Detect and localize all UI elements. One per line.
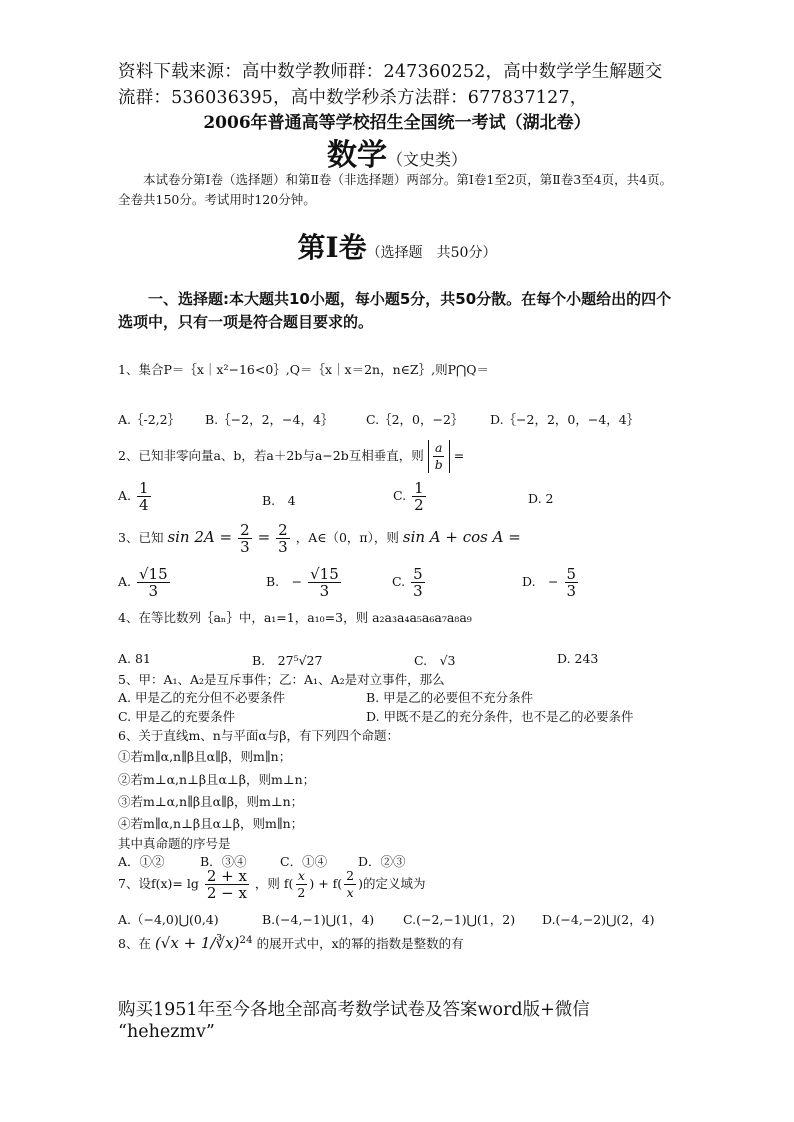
- q3-opt-b-den: 3: [319, 582, 330, 600]
- q2-option-a: [118, 480, 153, 513]
- subject-main: 数学: [326, 138, 387, 173]
- q7-stem-mid: ，则 f(: [254, 876, 294, 891]
- q7-option-c: C.(−2,−1)⋃(1，2): [403, 912, 516, 927]
- q2-opt-c-num: 1: [414, 479, 424, 497]
- question-4-stem: 4、在等比数列｛aₙ｝中，a₁=1，a₁₀=3，则 a₂a₃a₄a₅a₆a₇a₈a₉: [118, 610, 472, 625]
- q3-stem-expr: sin 2A =: [167, 528, 233, 546]
- q6-ask: 其中真命题的序号是: [118, 836, 231, 851]
- footer-line-2: “hehezmv”: [118, 1022, 215, 1042]
- q6-option-a: A．①②: [118, 854, 165, 869]
- q6-proposition-4: ④若m∥α,n⊥β且α⊥β，则m∥n；: [118, 816, 304, 831]
- q7-b-num: 2: [346, 868, 355, 883]
- q7-a-den: 2: [297, 885, 306, 900]
- q3-option-d: [522, 566, 580, 599]
- q6-option-c: C．①④: [280, 854, 328, 869]
- question-6-stem: 6、关于直线m、n与平面α与β，有下列四个命题：: [118, 728, 400, 743]
- part-sub: （选择题 共50分）: [366, 245, 497, 261]
- part-heading: [0, 226, 794, 266]
- q3-f1-den: 3: [240, 538, 250, 556]
- q1-option-b: B.｛−2，2，−4，4｝: [205, 412, 334, 427]
- question-2-stem: [118, 440, 464, 473]
- q3-opt-c-label: C.: [392, 574, 406, 589]
- q3-stem-post: sin A + cos A =: [402, 528, 521, 546]
- q7-option-b: B.(−4,−1)⋃(1，4): [262, 912, 375, 927]
- q2-opt-a-num: 1: [139, 479, 149, 497]
- q3-option-b: [266, 566, 343, 599]
- q6-option-d: D．②③: [358, 854, 406, 869]
- subject-title: [0, 130, 794, 174]
- q5-option-c: C. 甲是乙的充要条件: [118, 709, 236, 724]
- q3-opt-c-num: 5: [413, 565, 423, 583]
- q3-opt-a-num: √15: [139, 565, 168, 583]
- q7-option-d: D.(−4,−2)⋃(2，4): [542, 912, 655, 927]
- q7-f-num: 2 + x: [206, 867, 247, 885]
- q7-plus: ) + f(: [309, 876, 343, 891]
- q5-option-d: D. 甲既不是乙的充分条件，也不是乙的必要条件: [366, 709, 634, 724]
- q4-option-b: B. 27⁵√27: [252, 653, 323, 668]
- q2-norm-fraction: [428, 440, 450, 473]
- q2-eq: =: [453, 448, 465, 463]
- q4-option-a: A. 81: [118, 651, 151, 666]
- exam-title: 2006年普通高等学校招生全国统一考试（湖北卷）: [203, 113, 591, 133]
- q2-opt-c-label: C.: [393, 488, 407, 503]
- q8-expr: (√x + 1/∛x): [154, 934, 240, 953]
- q2-opt-c-den: 2: [414, 496, 424, 514]
- q7-stem-post: )的定义域为: [358, 876, 426, 891]
- q2-option-c: [393, 480, 428, 513]
- section-instructions: 一、选择题:本大题共10小题，每小题5分，共50分散。在每个小题给出的四个选项中，只有一项是符合题目要求的。: [118, 290, 672, 331]
- q3-opt-b-num: √15: [310, 565, 339, 583]
- part-main: 第Ⅰ卷: [297, 231, 367, 264]
- header-line-2: 流群：536036395，高中数学秒杀方法群：677837127，: [118, 88, 588, 108]
- q3-f2-den: 3: [278, 538, 288, 556]
- q3-f2-num: 2: [278, 521, 288, 539]
- header-line-1: 资料下载来源：高中数学教师群：247360252，高中数学学生解题交: [118, 62, 663, 82]
- q3-option-c: [392, 566, 427, 599]
- q4-option-d: D. 243: [557, 651, 599, 666]
- q5-option-a: A. 甲是乙的充分但不必要条件: [118, 690, 285, 705]
- q3-option-a: [118, 566, 172, 599]
- q1-option-c: C.｛2，0，−2｝: [366, 412, 464, 427]
- q3-opt-d-den: 3: [566, 582, 577, 600]
- q2-frac-num: a: [434, 440, 443, 455]
- q3-opt-d-num: 5: [566, 565, 577, 583]
- q3-stem-pre: 3、已知: [118, 530, 164, 545]
- q3-opt-b-label: B. −: [266, 574, 303, 589]
- q1-option-a: A.｛-2,2｝: [118, 412, 181, 427]
- q1-option-d: D.｛−2，2，0，−4，4｝: [490, 412, 640, 427]
- q7-f-den: 2 − x: [206, 884, 247, 902]
- q4-option-c: C. √3: [414, 653, 456, 668]
- q3-f1-num: 2: [240, 521, 250, 539]
- q6-proposition-1: ①若m∥α,n∥β且α∥β，则m∥n；: [118, 749, 292, 764]
- q8-exponent: 24: [239, 934, 253, 946]
- footer-line-1: 购买1951年至今各地全部高考数学试卷及答案word版+微信: [118, 1000, 590, 1020]
- q2-frac-den: b: [434, 457, 443, 472]
- question-7-stem: [118, 868, 426, 901]
- q3-opt-a-den: 3: [148, 582, 159, 600]
- q8-stem-pre: 8、在: [118, 936, 151, 952]
- q8-stem-post: 的展开式中，x的幂的指数是整数的有: [256, 936, 464, 952]
- q2-option-d: D. 2: [528, 491, 554, 506]
- q3-opt-a-label: A.: [118, 574, 132, 589]
- q7-option-a: A.（−4,0)⋃(0,4): [118, 912, 219, 927]
- q7-stem-pre: 7、设f(x)= lg: [118, 876, 199, 891]
- q7-a-num: x: [297, 868, 305, 883]
- q3-opt-d-label: D. −: [522, 574, 559, 589]
- question-8-stem: [118, 934, 464, 952]
- q2-option-b: B. 4: [262, 493, 296, 508]
- q7-b-den: x: [346, 885, 354, 900]
- q6-proposition-2: ②若m⊥α,n⊥β且α⊥β，则m⊥n；: [118, 772, 316, 787]
- intro-text: 本试卷分第Ⅰ卷（选择题）和第Ⅱ卷（非选择题）两部分。第Ⅰ卷1至2页，第Ⅱ卷3至4页，共4页。全卷共150分。考试用时120分钟。: [118, 172, 673, 207]
- q2-stem-text: 2、已知非零向量a、b，若a＋2b与a−2b互相垂直，则: [118, 448, 424, 463]
- question-1-stem: 1、集合P＝｛x｜x²−16<0｝,Q＝｛x｜x＝2n，n∈Z｝,则P⋂Q＝: [118, 362, 489, 377]
- q3-stem-mid: ，A∈（0，π），则: [295, 530, 399, 545]
- q6-proposition-3: ③若m⊥α,n∥β且α∥β，则m⊥n；: [118, 794, 304, 809]
- q6-option-b: B．③④: [200, 854, 247, 869]
- q5-option-b: B. 甲是乙的必要但不充分条件: [366, 690, 534, 705]
- subject-sub: （文史类）: [386, 150, 467, 169]
- question-3-stem: 3、已知 sin 2A = $\frac{2}{3}$ = $\frac{2}{3}$ ，A∈（0，π），则 sin A + cos A =: [118, 521, 521, 556]
- q3-opt-c-den: 3: [413, 582, 423, 600]
- question-5-stem: 5、甲：A₁、A₂是互斥事件；乙：A₁、A₂是对立事件，那么: [118, 672, 445, 687]
- q2-opt-a-den: 4: [139, 496, 149, 514]
- q2-opt-a-label: A.: [118, 488, 132, 503]
